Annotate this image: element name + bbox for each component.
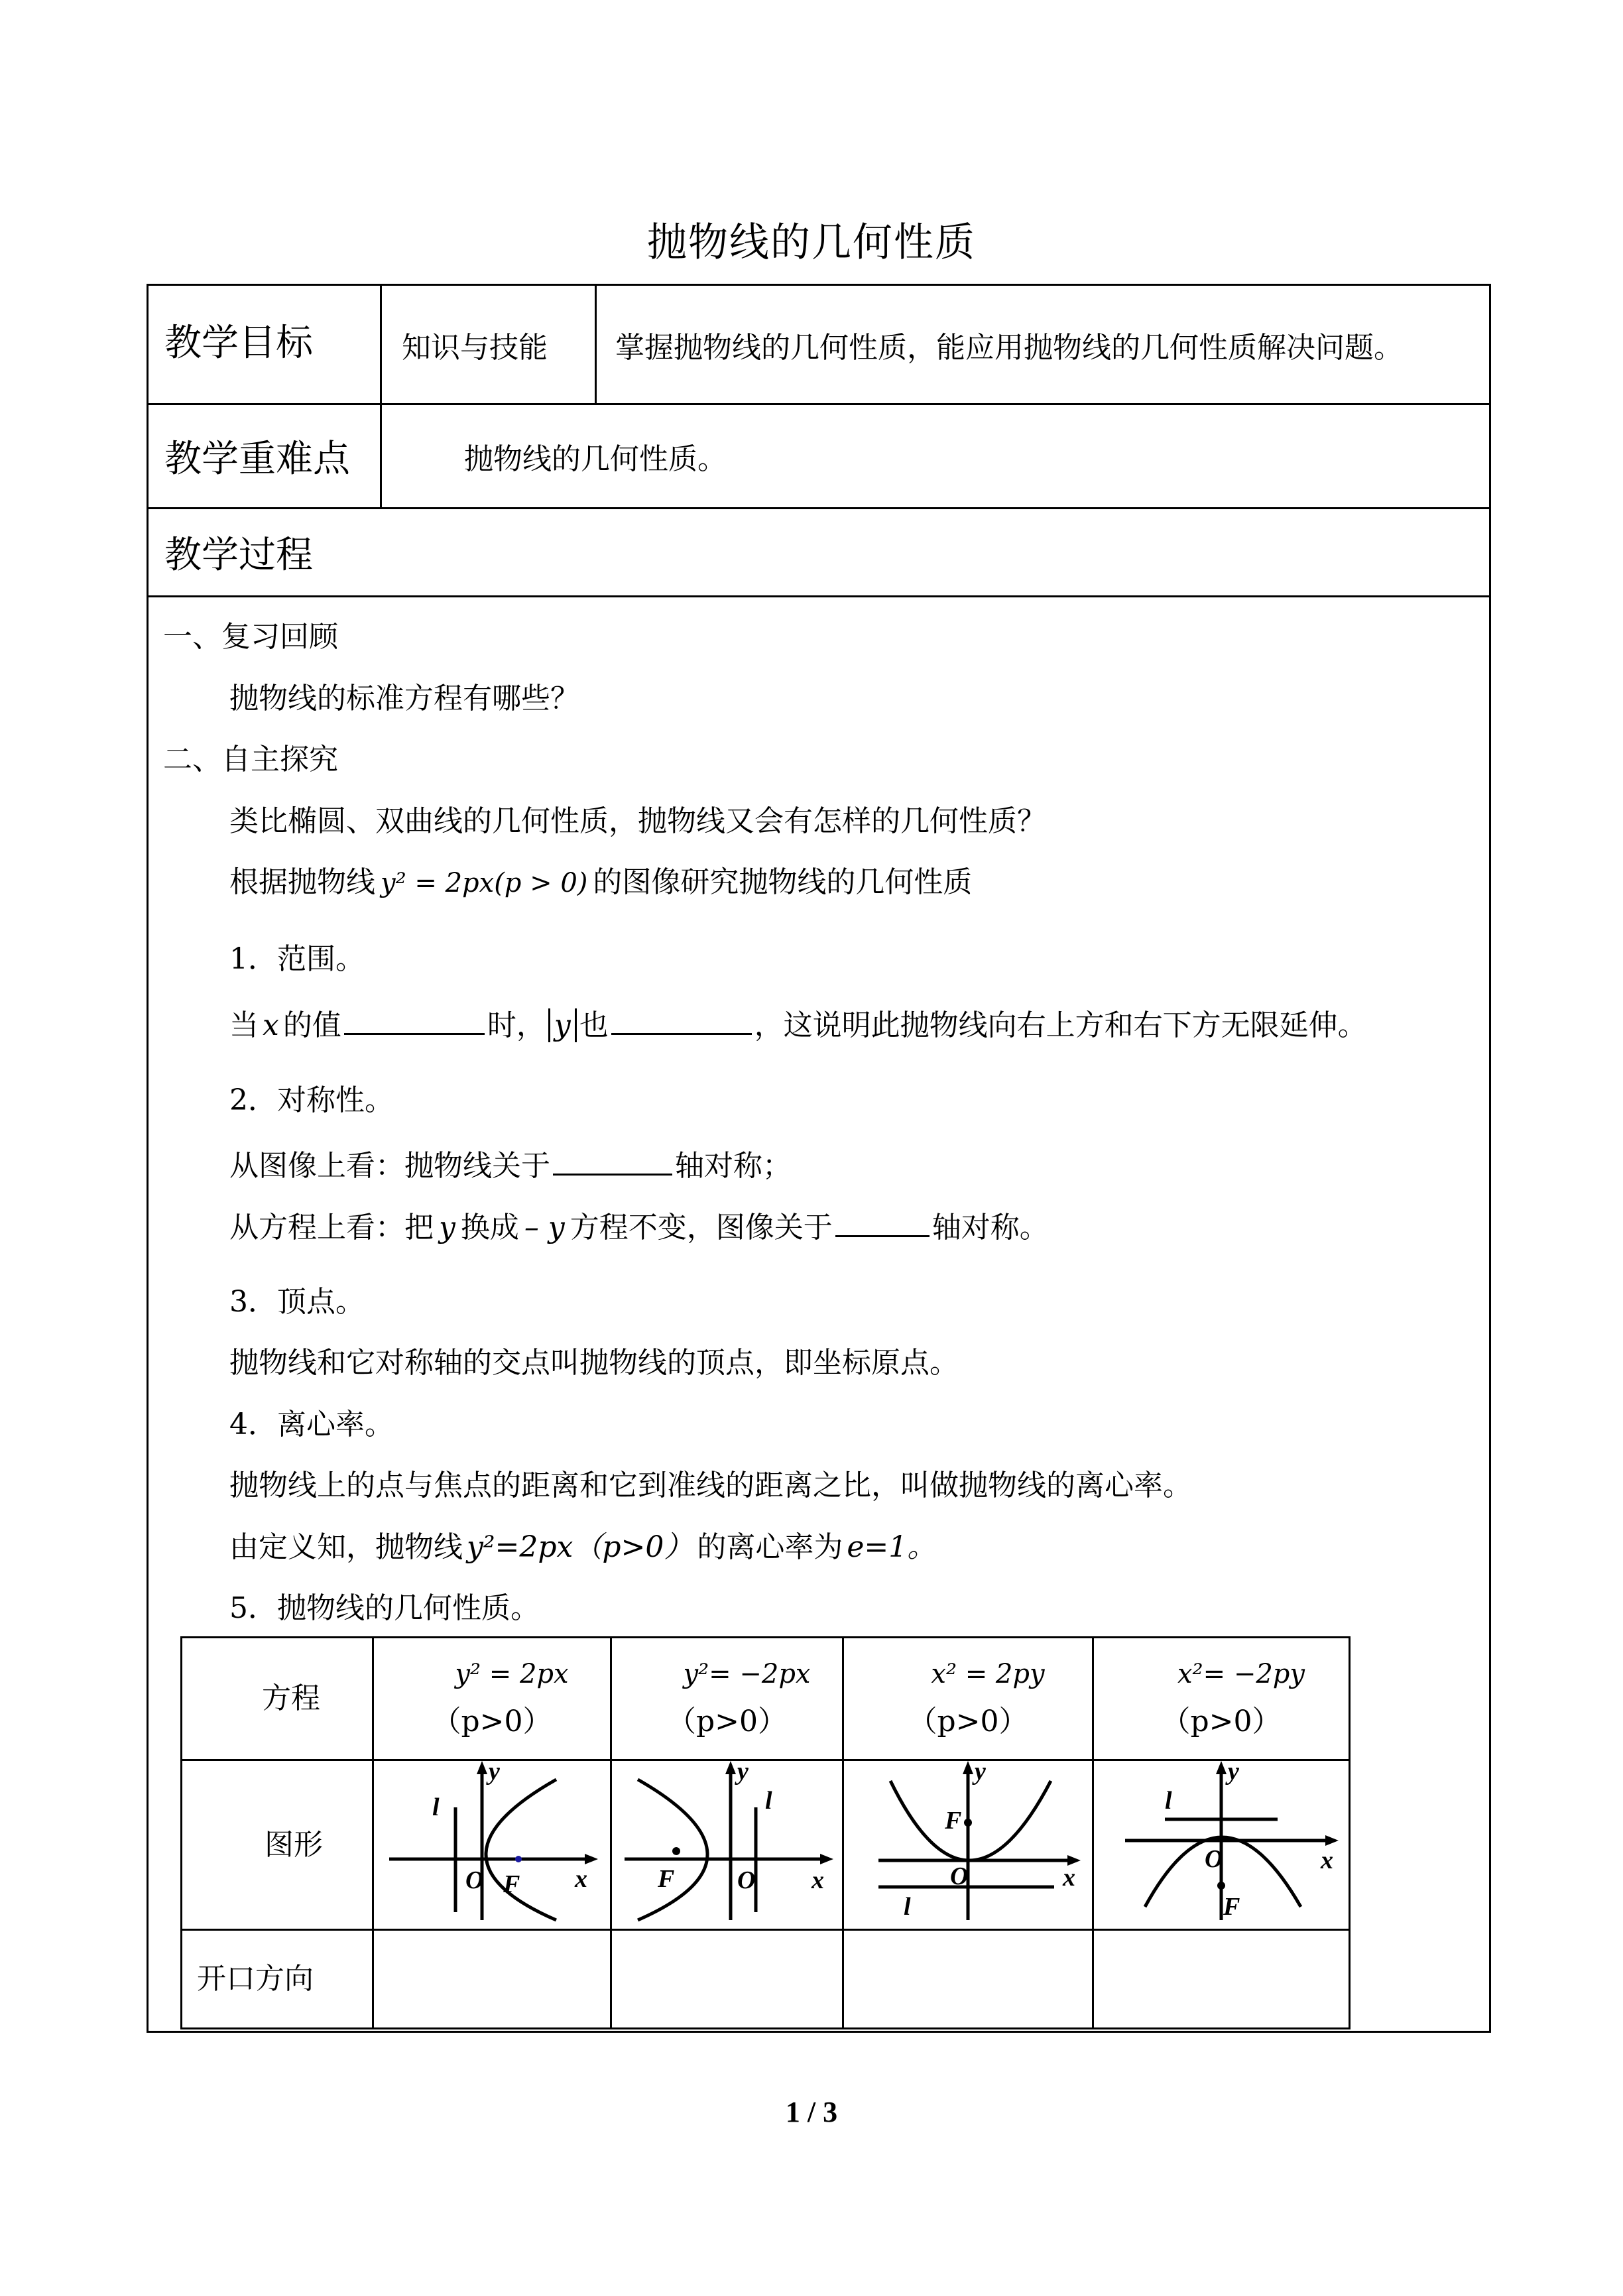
label-l: l bbox=[432, 1793, 440, 1821]
study-equation: y² = 2px(p > 0) bbox=[381, 868, 588, 898]
label-O: O bbox=[950, 1862, 969, 1890]
symmetry-b3: 方程不变，图像关于 bbox=[570, 1211, 833, 1244]
objectives-subheader: 知识与技能 bbox=[381, 285, 596, 404]
label-y: y bbox=[1228, 1761, 1239, 1785]
symmetry-graph-text bbox=[229, 1147, 792, 1181]
symmetry-b2: 换成 bbox=[460, 1211, 519, 1244]
eq-cell-3 bbox=[843, 1638, 1093, 1760]
opening-cell-2[interactable] bbox=[611, 1930, 843, 2029]
eccentricity-text: 抛物线上的点与焦点的距离和它到准线的距离之比，叫做抛物线的离心率。 bbox=[229, 1469, 1192, 1502]
page-title: 抛物线的几何性质 bbox=[647, 219, 976, 266]
eq-cell-4 bbox=[1093, 1638, 1350, 1760]
symmetry-blank-2[interactable] bbox=[835, 1209, 930, 1237]
keypoints-content: 抛物线的几何性质。 bbox=[381, 404, 1490, 509]
eq-4: x²= −2py bbox=[1177, 1659, 1305, 1689]
figure-cell-3 bbox=[843, 1760, 1093, 1930]
opening-cell-3[interactable] bbox=[843, 1930, 1093, 2029]
vertex-text: 抛物线和它对称轴的交点叫抛物线的顶点，即坐标原点。 bbox=[229, 1346, 959, 1380]
range-text bbox=[229, 1006, 1367, 1040]
parabola-graph-right bbox=[383, 1761, 601, 1923]
cond-1: （p>0） bbox=[432, 1705, 552, 1738]
eccentricity-def bbox=[229, 1530, 937, 1564]
label-y: y bbox=[975, 1761, 986, 1785]
label-O: O bbox=[465, 1866, 484, 1894]
range-text-b: 的值 bbox=[282, 1008, 341, 1042]
symmetry-neg-y: – y bbox=[524, 1211, 565, 1244]
range-text-a: 当 bbox=[229, 1008, 259, 1042]
label-l: l bbox=[764, 1787, 772, 1815]
label-F: F bbox=[1223, 1893, 1240, 1921]
eccentricity-def-e: e=1。 bbox=[847, 1530, 937, 1564]
parabola-graph-up bbox=[852, 1761, 1084, 1923]
row-label-figure: 图形 bbox=[182, 1760, 373, 1930]
process-header: 教学过程 bbox=[148, 509, 1490, 597]
label-l: l bbox=[904, 1893, 911, 1921]
properties-table bbox=[180, 1636, 1351, 2029]
label-x: x bbox=[575, 1865, 587, 1893]
eccentricity-def-b: 的离心率为 bbox=[697, 1530, 843, 1564]
label-F: F bbox=[503, 1870, 520, 1898]
symmetry-b1: 从方程上看：把 bbox=[229, 1211, 434, 1244]
page-number: 1 / 3 bbox=[785, 2096, 838, 2128]
range-abs-y: y bbox=[548, 1008, 577, 1042]
vertex-title: 3．顶点。 bbox=[229, 1285, 365, 1319]
objectives-header: 教学目标 bbox=[148, 285, 381, 404]
label-x: x bbox=[811, 1866, 824, 1894]
symmetry-eq-text bbox=[229, 1209, 1049, 1242]
symmetry-a2: 轴对称； bbox=[675, 1149, 792, 1183]
figure-cell-4 bbox=[1093, 1760, 1350, 1930]
cond-3: （p>0） bbox=[908, 1705, 1028, 1738]
label-O: O bbox=[1205, 1845, 1223, 1873]
eq-cell-2 bbox=[611, 1638, 843, 1760]
symmetry-b4: 轴对称。 bbox=[932, 1211, 1049, 1244]
opening-cell-4[interactable] bbox=[1093, 1930, 1350, 2029]
symmetry-title: 2．对称性。 bbox=[229, 1083, 394, 1117]
cond-2: （p>0） bbox=[666, 1705, 788, 1738]
props-title: 5．抛物线的几何性质。 bbox=[229, 1591, 540, 1625]
row-label-opening: 开口方向 bbox=[182, 1930, 373, 2029]
explore-study bbox=[229, 865, 973, 899]
symmetry-blank-1[interactable] bbox=[553, 1147, 672, 1176]
cond-4: （p>0） bbox=[1161, 1705, 1282, 1738]
eccentricity-title: 4．离心率。 bbox=[229, 1408, 394, 1441]
symmetry-a1: 从图像上看：抛物线关于 bbox=[229, 1149, 550, 1183]
figure-cell-1 bbox=[373, 1760, 611, 1930]
eq-cell-1 bbox=[373, 1638, 611, 1760]
range-text-d: 也 bbox=[579, 1008, 609, 1042]
row-label-equation: 方程 bbox=[182, 1638, 373, 1760]
process-body bbox=[148, 597, 1490, 2032]
range-x: x bbox=[263, 1008, 279, 1042]
label-l: l bbox=[1165, 1787, 1172, 1815]
opening-cell-1[interactable] bbox=[373, 1930, 611, 2029]
parabola-graph-down bbox=[1099, 1761, 1344, 1923]
study-text-post: 的图像研究抛物线的几何性质 bbox=[593, 865, 973, 899]
section-review-title: 一、复习回顾 bbox=[163, 620, 338, 654]
lesson-table bbox=[147, 284, 1491, 2033]
eccentricity-def-a: 由定义知，抛物线 bbox=[229, 1530, 463, 1564]
label-y: y bbox=[489, 1761, 500, 1785]
study-text-pre: 根据抛物线 bbox=[229, 865, 375, 899]
parabola-graph-left bbox=[618, 1761, 837, 1923]
label-F: F bbox=[657, 1865, 674, 1893]
label-x: x bbox=[1321, 1846, 1333, 1874]
range-blank-2[interactable] bbox=[611, 1006, 752, 1035]
review-question: 抛物线的标准方程有哪些？ bbox=[229, 682, 579, 715]
range-title: 1．范围。 bbox=[229, 942, 365, 976]
range-text-c: 时， bbox=[487, 1008, 546, 1042]
figure-cell-2 bbox=[611, 1760, 843, 1930]
eq-2: y²= −2px bbox=[683, 1659, 811, 1689]
objectives-content: 掌握抛物线的几何性质，能应用抛物线的几何性质解决问题。 bbox=[596, 285, 1490, 404]
range-blank-1[interactable] bbox=[344, 1006, 485, 1035]
label-O: O bbox=[737, 1866, 755, 1894]
eq-3: x² = 2py bbox=[931, 1659, 1045, 1689]
label-y: y bbox=[737, 1761, 749, 1785]
keypoints-header: 教学重难点 bbox=[148, 404, 381, 509]
label-x: x bbox=[1063, 1864, 1075, 1892]
label-F: F bbox=[945, 1807, 962, 1835]
range-text-e: ，这说明此抛物线向右上方和右下方无限延伸。 bbox=[754, 1008, 1367, 1042]
eq-1: y² = 2px bbox=[455, 1659, 569, 1689]
symmetry-y: y bbox=[439, 1211, 455, 1244]
explore-intro: 类比椭圆、双曲线的几何性质，抛物线又会有怎样的几何性质？ bbox=[229, 804, 1046, 838]
section-explore-title: 二、自主探究 bbox=[163, 743, 338, 776]
eccentricity-def-eq: y²=2px（p>0） bbox=[467, 1530, 693, 1564]
